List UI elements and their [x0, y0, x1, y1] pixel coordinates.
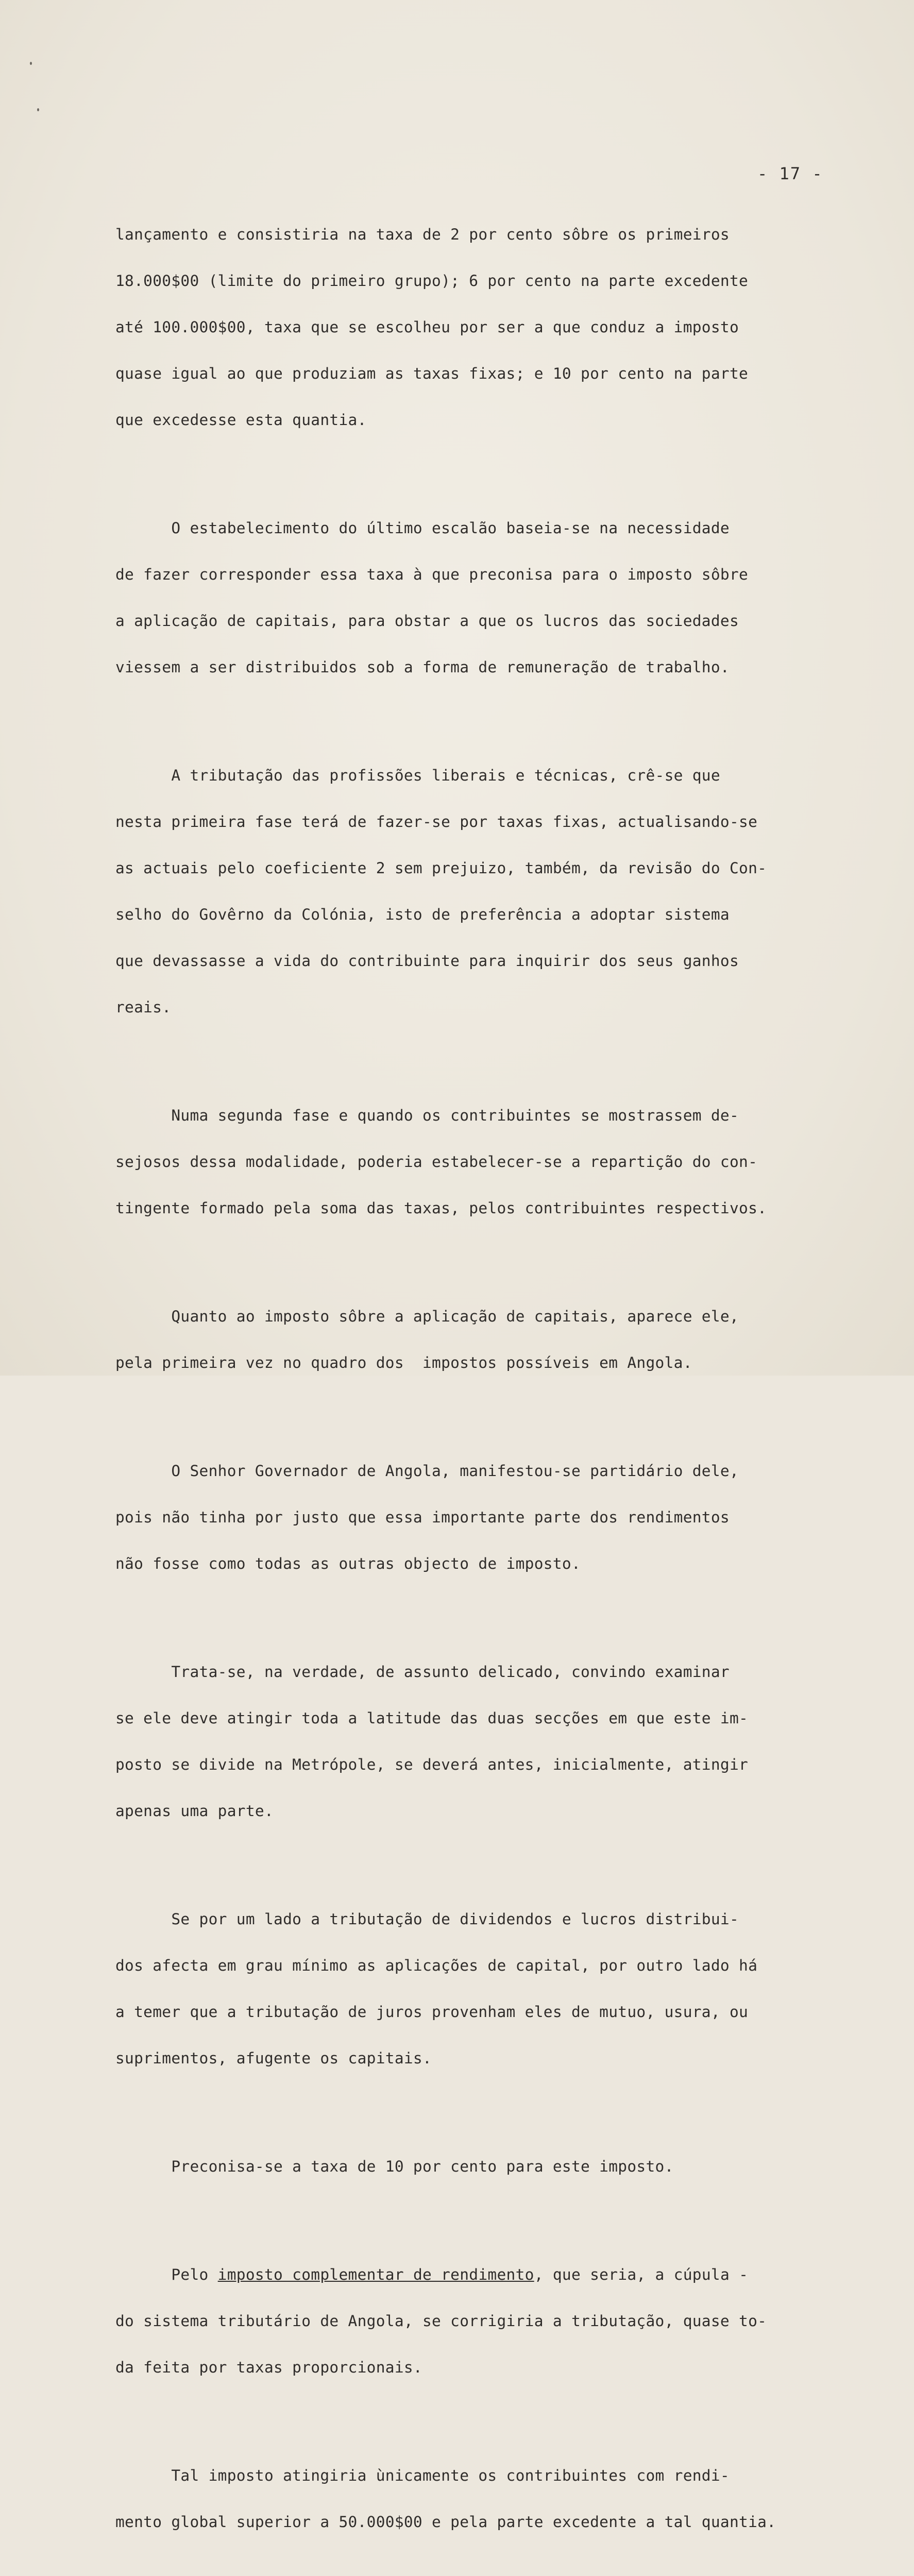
text-line: as actuais pelo coeficiente 2 sem prejuizo, também, da revisão do Con- — [115, 859, 767, 877]
text-line: lançamento e consistiria na taxa de 2 por cento sôbre os primeiros — [115, 226, 730, 243]
text-line: Numa segunda fase e quando os contribuintes se mostrassem de- — [115, 1107, 739, 1124]
text-line: tingente formado pela soma das taxas, pelos contribuintes respectivos. — [115, 1199, 767, 1217]
text-line: Quanto ao imposto sôbre a aplicação de capitais, aparece ele, — [115, 1308, 739, 1325]
text-line: de fazer corresponder essa taxa à que preconisa para o imposto sôbre — [115, 566, 749, 583]
text-line: sejosos dessa modalidade, poderia estabelecer-se a repartição do con- — [115, 1153, 758, 1171]
text-line: A tributação das profissões liberais e técnicas, crê-se que — [115, 767, 720, 784]
paper-speck — [37, 108, 39, 111]
text-line: quase igual ao que produziam as taxas fixas; e 10 por cento na parte — [115, 365, 749, 382]
text-line: dos afecta em grau mínimo as aplicações de capital, por outro lado há — [115, 1957, 758, 1974]
text-line: 18.000$00 (limite do primeiro grupo); 6 por cento na parte excedente — [115, 272, 749, 290]
text-line: que excedesse esta quantia. — [115, 411, 367, 429]
text-line: Trata-se, na verdade, de assunto delicado, convindo examinar — [115, 1663, 730, 1681]
text-line: não fosse como todas as outras objecto de imposto. — [115, 1555, 581, 1572]
text-line: Tal imposto atingiria ùnicamente os contribuintes com rendi- — [115, 2467, 730, 2484]
paper-speck — [30, 62, 32, 65]
text-fragment: Pelo — [115, 2266, 218, 2283]
text-line: O estabelecimento do último escalão baseia-se na necessidade — [115, 519, 730, 537]
text-line: até 100.000$00, taxa que se escolheu por ser a que conduz a imposto — [115, 318, 739, 336]
paragraph — [115, 489, 837, 706]
text-line: mento global superior a 50.000$00 e pela parte excedente a tal quantia. — [115, 2513, 776, 2531]
paragraph — [115, 2437, 837, 2561]
text-line: a aplicação de capitais, para obstar a que os lucros das sociedades — [115, 612, 739, 630]
paragraph — [115, 737, 837, 1046]
text-line: nesta primeira fase terá de fazer-se por taxas fixas, actualisando-se — [115, 813, 758, 831]
text-line: reais. — [115, 998, 172, 1016]
paragraph — [115, 1077, 837, 1247]
text-line: pela primeira vez no quadro dos impostos possíveis em Angola. — [115, 1354, 692, 1371]
text-line: se ele deve atingir toda a latitude das duas secções em que este im- — [115, 1709, 749, 1727]
page-number: - 17 - — [757, 164, 823, 183]
text-line: posto se divide na Metrópole, se deverá antes, inicialmente, atingir — [115, 1756, 749, 1773]
text-line: da feita por taxas proporcionais. — [115, 2359, 422, 2376]
paragraph — [115, 1880, 837, 2097]
underlined-term: imposto complementar de rendimento — [217, 2266, 534, 2283]
text-line: do sistema tributário de Angola, se corrigiria a tributação, quase to- — [115, 2312, 767, 2330]
text-line: Se por um lado a tributação de dividendos e lucros distribui- — [115, 1910, 739, 1928]
paragraph — [115, 1432, 837, 1602]
text-fragment: , que seria, a cúpula - — [534, 2266, 749, 2283]
paragraph — [115, 2128, 837, 2205]
paragraph — [115, 1278, 837, 1401]
paragraph — [115, 1633, 837, 1850]
paragraph — [115, 2236, 837, 2406]
text-line: selho do Govêrno da Colónia, isto de preferência a adoptar sistema — [115, 906, 730, 923]
text-line: O Senhor Governador de Angola, manifestou-se partidário dele, — [115, 1462, 739, 1480]
text-line: apenas uma parte. — [115, 1802, 274, 1820]
text-line: que devassasse a vida do contribuinte para inquirir dos seus ganhos — [115, 952, 739, 970]
text-line: Preconisa-se a taxa de 10 por cento para este imposto. — [115, 2158, 674, 2175]
text-line: pois não tinha por justo que essa importante parte dos rendimentos — [115, 1509, 730, 1526]
text-line: suprimentos, afugente os capitais. — [115, 2049, 432, 2067]
paragraph — [115, 196, 837, 459]
text-line: a temer que a tributação de juros provenham eles de mutuo, usura, ou — [115, 2003, 749, 2021]
document-body — [115, 196, 837, 2576]
text-line: viessem a ser distribuidos sob a forma de remuneração de trabalho. — [115, 658, 730, 676]
text-line — [115, 2267, 837, 2282]
